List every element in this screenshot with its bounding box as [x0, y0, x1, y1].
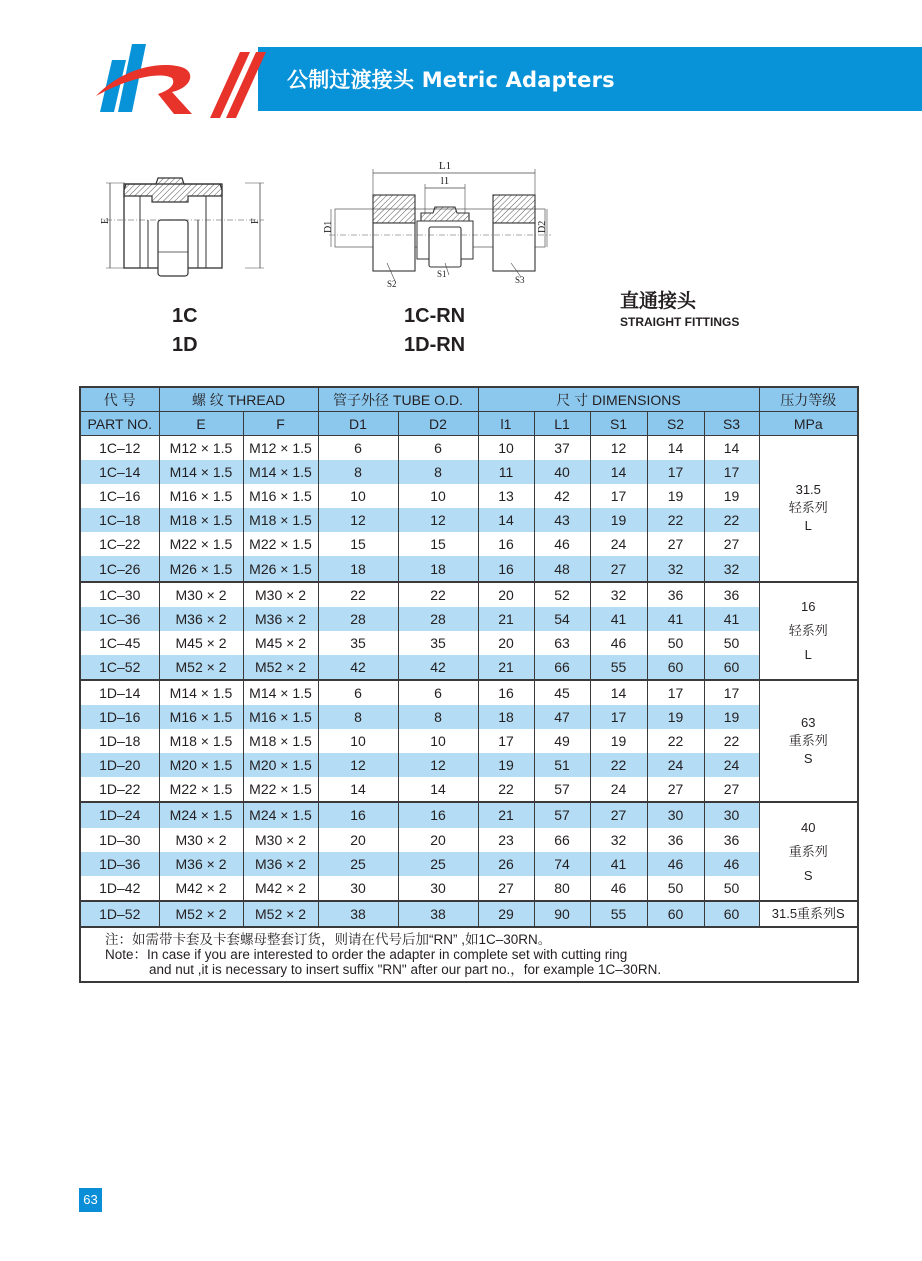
pressure-rating [759, 680, 858, 802]
cell-part-no: 1C–12 [80, 436, 159, 461]
cell-part-no: 1D–22 [80, 777, 159, 802]
section-title-en: STRAIGHT FITTINGS [620, 315, 740, 329]
cell-thread-e: M16 × 1.5 [159, 484, 243, 508]
cell-thread-e: M26 × 1.5 [159, 556, 243, 581]
cell-tube-d2: 12 [398, 753, 478, 777]
cell-dim-s1: 19 [590, 508, 647, 532]
cell-dim-s3: 19 [704, 484, 759, 508]
cell-thread-e: M52 × 2 [159, 901, 243, 927]
table-note-row [80, 927, 858, 982]
cell-thread-f: M14 × 1.5 [243, 460, 318, 484]
cell-tube-d2: 25 [398, 852, 478, 876]
pressure-rating [759, 802, 858, 900]
table-row [80, 852, 858, 876]
cell-thread-f: M52 × 2 [243, 901, 318, 927]
cell-thread-f: M52 × 2 [243, 655, 318, 680]
cell-part-no: 1C–52 [80, 655, 159, 680]
table-row [80, 532, 858, 556]
cell-dim-l1-body: 11 [478, 460, 534, 484]
cell-tube-d1: 30 [318, 876, 398, 901]
cell-thread-f: M18 × 1.5 [243, 508, 318, 532]
note-en-line1: Note：In case if you are interested to order the adapter in complete set with cutting ring [105, 946, 628, 962]
cell-dim-s1: 46 [590, 876, 647, 901]
cell-dim-l1-body: 20 [478, 631, 534, 655]
cell-dim-s2: 19 [647, 484, 704, 508]
drawing-label-s3: S3 [515, 275, 525, 285]
cell-dim-s3: 30 [704, 802, 759, 827]
cell-dim-l1-total: 57 [534, 802, 590, 827]
pressure-rating [759, 436, 858, 582]
cell-tube-d1: 8 [318, 460, 398, 484]
cell-dim-s3: 17 [704, 680, 759, 705]
drawing-label-e: E [100, 217, 111, 224]
cell-dim-s3: 32 [704, 556, 759, 581]
drawing-label-d2: D2 [537, 220, 548, 233]
pressure-rating-line: 40 [801, 819, 816, 835]
pressure-rating-line: 31.5重系列S [771, 905, 845, 921]
cell-thread-e: M16 × 1.5 [159, 705, 243, 729]
cell-tube-d2: 10 [398, 729, 478, 753]
cell-dim-l1-total: 74 [534, 852, 590, 876]
cell-thread-e: M22 × 1.5 [159, 532, 243, 556]
cell-dim-s1: 32 [590, 828, 647, 852]
company-logo [92, 38, 272, 118]
cell-dim-l1-body: 22 [478, 777, 534, 802]
cell-part-no: 1C–36 [80, 607, 159, 631]
header-pressure: 压力等级 [759, 387, 858, 412]
cell-part-no: 1D–16 [80, 705, 159, 729]
cell-dim-s2: 27 [647, 532, 704, 556]
drawing-label-d1: D1 [323, 220, 334, 233]
cell-dim-l1-total: 47 [534, 705, 590, 729]
cell-dim-l1-body: 21 [478, 607, 534, 631]
cell-dim-s3: 50 [704, 876, 759, 901]
drawing-label-s1: S1 [437, 269, 447, 279]
cell-thread-e: M24 × 1.5 [159, 802, 243, 827]
cell-thread-e: M42 × 2 [159, 876, 243, 901]
cell-dim-l1-total: 51 [534, 753, 590, 777]
cell-tube-d2: 20 [398, 828, 478, 852]
cell-dim-s3: 24 [704, 753, 759, 777]
page-number: 63 [79, 1188, 102, 1212]
cell-dim-l1-body: 13 [478, 484, 534, 508]
fitting-drawing-1c [100, 168, 270, 278]
cell-dim-l1-total: 63 [534, 631, 590, 655]
cell-thread-f: M12 × 1.5 [243, 436, 318, 461]
cell-thread-f: M16 × 1.5 [243, 705, 318, 729]
cell-dim-l1-body: 19 [478, 753, 534, 777]
cell-dim-s2: 14 [647, 436, 704, 461]
pressure-rating-line: S [803, 867, 813, 883]
table-row [80, 655, 858, 680]
cell-dim-l1-total: 43 [534, 508, 590, 532]
cell-dim-s2: 27 [647, 777, 704, 802]
cell-dim-s3: 17 [704, 460, 759, 484]
cell-dim-s2: 17 [647, 680, 704, 705]
cell-dim-s2: 41 [647, 607, 704, 631]
header-dim-s2: S2 [647, 412, 704, 436]
cell-dim-s2: 17 [647, 460, 704, 484]
cell-dim-s1: 55 [590, 655, 647, 680]
cell-dim-s2: 50 [647, 631, 704, 655]
cell-tube-d2: 22 [398, 582, 478, 607]
cell-part-no: 1D–20 [80, 753, 159, 777]
header-dimensions: 尺 寸 DIMENSIONS [478, 387, 759, 412]
spec-table [79, 386, 859, 983]
pressure-rating-line: 重系列 [788, 733, 828, 749]
cell-dim-s2: 19 [647, 705, 704, 729]
cell-tube-d1: 15 [318, 532, 398, 556]
pressure-rating-line: 16 [801, 598, 816, 614]
cell-thread-f: M16 × 1.5 [243, 484, 318, 508]
cell-dim-s1: 24 [590, 777, 647, 802]
header-dim-s3: S3 [704, 412, 759, 436]
cell-tube-d1: 18 [318, 556, 398, 581]
cell-thread-f: M14 × 1.5 [243, 680, 318, 705]
cell-tube-d2: 8 [398, 705, 478, 729]
cell-dim-s3: 14 [704, 436, 759, 461]
cell-thread-e: M14 × 1.5 [159, 680, 243, 705]
cell-tube-d2: 15 [398, 532, 478, 556]
cell-tube-d1: 8 [318, 705, 398, 729]
drawing-label-l1-total: L1 [438, 160, 452, 172]
cell-tube-d1: 20 [318, 828, 398, 852]
cell-tube-d2: 18 [398, 556, 478, 581]
table-row [80, 460, 858, 484]
table-row [80, 901, 858, 927]
pressure-rating-line: 31.5 [795, 482, 821, 498]
cell-dim-l1-body: 21 [478, 655, 534, 680]
header-dim-l1-body: l1 [478, 412, 534, 436]
cell-dim-s3: 60 [704, 655, 759, 680]
cell-tube-d2: 12 [398, 508, 478, 532]
table-row [80, 753, 858, 777]
pressure-rating-line: 轻系列 [788, 622, 828, 638]
cell-thread-e: M36 × 2 [159, 607, 243, 631]
drawing-label-l1-body: l1 [440, 175, 450, 187]
cell-dim-s2: 22 [647, 508, 704, 532]
cell-dim-s1: 41 [590, 852, 647, 876]
cell-tube-d2: 28 [398, 607, 478, 631]
cell-dim-l1-body: 18 [478, 705, 534, 729]
cell-part-no: 1C–14 [80, 460, 159, 484]
cell-tube-d1: 35 [318, 631, 398, 655]
cell-thread-e: M18 × 1.5 [159, 729, 243, 753]
cell-dim-s1: 27 [590, 802, 647, 827]
cell-tube-d1: 6 [318, 436, 398, 461]
cell-dim-s1: 24 [590, 532, 647, 556]
cell-part-no: 1D–52 [80, 901, 159, 927]
header-mpa: MPa [759, 412, 858, 436]
drawing-label-s2: S2 [387, 279, 397, 289]
model-label-1c-rn: 1C-RN [404, 305, 466, 327]
cell-dim-s2: 30 [647, 802, 704, 827]
cell-tube-d2: 6 [398, 680, 478, 705]
header-part-no-cn: 代 号 [80, 387, 159, 412]
table-row [80, 607, 858, 631]
header-tube-d1: D1 [318, 412, 398, 436]
cell-dim-l1-body: 29 [478, 901, 534, 927]
cell-dim-s3: 60 [704, 901, 759, 927]
cell-thread-f: M30 × 2 [243, 828, 318, 852]
cell-tube-d2: 14 [398, 777, 478, 802]
table-row [80, 484, 858, 508]
cell-dim-l1-total: 90 [534, 901, 590, 927]
cell-part-no: 1C–45 [80, 631, 159, 655]
page-title: 公制过渡接头 Metric Adapters [287, 68, 615, 92]
cell-thread-e: M12 × 1.5 [159, 436, 243, 461]
cell-dim-l1-body: 23 [478, 828, 534, 852]
cell-tube-d1: 38 [318, 901, 398, 927]
cell-dim-s1: 32 [590, 582, 647, 607]
header-dim-l1-total: L1 [534, 412, 590, 436]
cell-thread-f: M20 × 1.5 [243, 753, 318, 777]
cell-tube-d1: 14 [318, 777, 398, 802]
section-title-cn: 直通接头 [620, 290, 697, 312]
cell-dim-l1-total: 54 [534, 607, 590, 631]
cell-dim-s1: 14 [590, 680, 647, 705]
cell-dim-s1: 55 [590, 901, 647, 927]
table-row [80, 436, 858, 461]
cell-tube-d2: 30 [398, 876, 478, 901]
cell-part-no: 1C–16 [80, 484, 159, 508]
cell-part-no: 1C–18 [80, 508, 159, 532]
cell-tube-d2: 42 [398, 655, 478, 680]
cell-dim-s1: 12 [590, 436, 647, 461]
table-row [80, 729, 858, 753]
cell-dim-s3: 41 [704, 607, 759, 631]
header-thread-f: F [243, 412, 318, 436]
cell-thread-f: M22 × 1.5 [243, 532, 318, 556]
cell-dim-l1-body: 16 [478, 532, 534, 556]
cell-dim-l1-body: 16 [478, 556, 534, 581]
cell-dim-l1-body: 14 [478, 508, 534, 532]
cell-part-no: 1D–42 [80, 876, 159, 901]
cell-dim-s3: 22 [704, 729, 759, 753]
note-cn: 注：如需带卡套及卡套螺母整套订货，则请在代号后加“RN” ,如1C–30RN。 [105, 931, 552, 947]
cell-part-no: 1D–24 [80, 802, 159, 827]
cell-tube-d2: 38 [398, 901, 478, 927]
cell-tube-d1: 6 [318, 680, 398, 705]
model-label-1d: 1D [172, 334, 198, 356]
cell-part-no: 1D–18 [80, 729, 159, 753]
cell-dim-l1-total: 80 [534, 876, 590, 901]
cell-dim-s3: 27 [704, 532, 759, 556]
cell-dim-s2: 60 [647, 655, 704, 680]
cell-dim-s2: 46 [647, 852, 704, 876]
header-tube-d2: D2 [398, 412, 478, 436]
pressure-rating [759, 901, 858, 927]
cell-tube-d1: 28 [318, 607, 398, 631]
header-thread-e: E [159, 412, 243, 436]
cell-tube-d2: 8 [398, 460, 478, 484]
cell-dim-s3: 22 [704, 508, 759, 532]
table-note [80, 927, 858, 982]
cell-tube-d1: 25 [318, 852, 398, 876]
table-header-row-1 [80, 387, 858, 412]
cell-thread-e: M30 × 2 [159, 828, 243, 852]
cell-dim-l1-total: 42 [534, 484, 590, 508]
cell-dim-s3: 50 [704, 631, 759, 655]
header-thread: 螺 纹 THREAD [159, 387, 318, 412]
pressure-rating-line: S [803, 751, 813, 767]
cell-thread-e: M20 × 1.5 [159, 753, 243, 777]
pressure-rating-line: L [804, 646, 812, 662]
table-header-row-2 [80, 412, 858, 436]
cell-tube-d1: 16 [318, 802, 398, 827]
cell-dim-s2: 36 [647, 828, 704, 852]
pressure-rating-line: 轻系列 [788, 500, 828, 516]
cell-dim-s1: 46 [590, 631, 647, 655]
cell-dim-l1-body: 10 [478, 436, 534, 461]
cell-tube-d1: 12 [318, 753, 398, 777]
cell-thread-f: M18 × 1.5 [243, 729, 318, 753]
table-row [80, 876, 858, 901]
cell-dim-l1-body: 20 [478, 582, 534, 607]
cell-dim-s3: 19 [704, 705, 759, 729]
cell-dim-s3: 36 [704, 582, 759, 607]
pressure-rating-line: L [804, 518, 812, 534]
cell-dim-l1-total: 37 [534, 436, 590, 461]
cell-dim-l1-body: 21 [478, 802, 534, 827]
cell-thread-f: M30 × 2 [243, 582, 318, 607]
cell-part-no: 1D–36 [80, 852, 159, 876]
cell-dim-s2: 60 [647, 901, 704, 927]
cell-dim-s1: 17 [590, 705, 647, 729]
table-row [80, 777, 858, 802]
cell-dim-s2: 50 [647, 876, 704, 901]
cell-dim-s2: 32 [647, 556, 704, 581]
cell-thread-f: M24 × 1.5 [243, 802, 318, 827]
cell-dim-s2: 24 [647, 753, 704, 777]
pressure-rating-line: 重系列 [788, 843, 828, 859]
table-row [80, 828, 858, 852]
cell-part-no: 1D–30 [80, 828, 159, 852]
table-row [80, 680, 858, 705]
pressure-rating-line: 63 [801, 715, 816, 731]
cell-tube-d2: 10 [398, 484, 478, 508]
cell-thread-f: M42 × 2 [243, 876, 318, 901]
model-label-1d-rn: 1D-RN [404, 334, 466, 356]
table-row [80, 802, 858, 827]
table-row [80, 582, 858, 607]
cell-dim-s1: 27 [590, 556, 647, 581]
header-tube-od: 管子外径 TUBE O.D. [318, 387, 478, 412]
cell-dim-l1-total: 52 [534, 582, 590, 607]
cell-dim-l1-body: 16 [478, 680, 534, 705]
cell-thread-e: M52 × 2 [159, 655, 243, 680]
cell-part-no: 1C–22 [80, 532, 159, 556]
cell-dim-s3: 27 [704, 777, 759, 802]
cell-dim-s2: 36 [647, 582, 704, 607]
cell-dim-s1: 19 [590, 729, 647, 753]
header-dim-s1: S1 [590, 412, 647, 436]
cell-thread-f: M22 × 1.5 [243, 777, 318, 802]
cell-tube-d2: 16 [398, 802, 478, 827]
cell-dim-l1-total: 40 [534, 460, 590, 484]
cell-tube-d2: 35 [398, 631, 478, 655]
table-row [80, 631, 858, 655]
cell-part-no: 1D–14 [80, 680, 159, 705]
cell-thread-e: M22 × 1.5 [159, 777, 243, 802]
pressure-rating [759, 582, 858, 680]
cell-dim-l1-total: 66 [534, 828, 590, 852]
cell-thread-f: M45 × 2 [243, 631, 318, 655]
cell-dim-s3: 46 [704, 852, 759, 876]
table-row [80, 556, 858, 581]
table-row [80, 705, 858, 729]
cell-dim-l1-total: 45 [534, 680, 590, 705]
cell-dim-s3: 36 [704, 828, 759, 852]
cell-dim-l1-total: 48 [534, 556, 590, 581]
model-label-1c: 1C [172, 305, 198, 327]
cell-thread-e: M14 × 1.5 [159, 460, 243, 484]
cell-dim-s1: 22 [590, 753, 647, 777]
table-row [80, 508, 858, 532]
cell-thread-e: M36 × 2 [159, 852, 243, 876]
cell-dim-s1: 17 [590, 484, 647, 508]
cell-part-no: 1C–30 [80, 582, 159, 607]
cell-dim-s1: 41 [590, 607, 647, 631]
cell-tube-d1: 42 [318, 655, 398, 680]
cell-dim-l1-total: 49 [534, 729, 590, 753]
cell-part-no: 1C–26 [80, 556, 159, 581]
cell-thread-f: M26 × 1.5 [243, 556, 318, 581]
cell-thread-e: M30 × 2 [159, 582, 243, 607]
fitting-drawing-1c-rn [325, 155, 555, 290]
cell-thread-e: M45 × 2 [159, 631, 243, 655]
cell-tube-d1: 10 [318, 729, 398, 753]
cell-thread-e: M18 × 1.5 [159, 508, 243, 532]
cell-thread-f: M36 × 2 [243, 852, 318, 876]
header-part-no: PART NO. [80, 412, 159, 436]
cell-dim-s1: 14 [590, 460, 647, 484]
cell-thread-f: M36 × 2 [243, 607, 318, 631]
cell-dim-s2: 22 [647, 729, 704, 753]
cell-dim-l1-total: 57 [534, 777, 590, 802]
note-en-line2: and nut ,it is necessary to insert suffix "RN" after our part no.，for example 1C–30RN. [149, 961, 662, 977]
cell-tube-d1: 10 [318, 484, 398, 508]
cell-dim-l1-total: 46 [534, 532, 590, 556]
cell-dim-l1-body: 27 [478, 876, 534, 901]
cell-tube-d1: 22 [318, 582, 398, 607]
cell-tube-d1: 12 [318, 508, 398, 532]
drawing-label-f: F [250, 218, 261, 224]
cell-dim-l1-body: 17 [478, 729, 534, 753]
cell-tube-d2: 6 [398, 436, 478, 461]
cell-dim-l1-total: 66 [534, 655, 590, 680]
cell-dim-l1-body: 26 [478, 852, 534, 876]
